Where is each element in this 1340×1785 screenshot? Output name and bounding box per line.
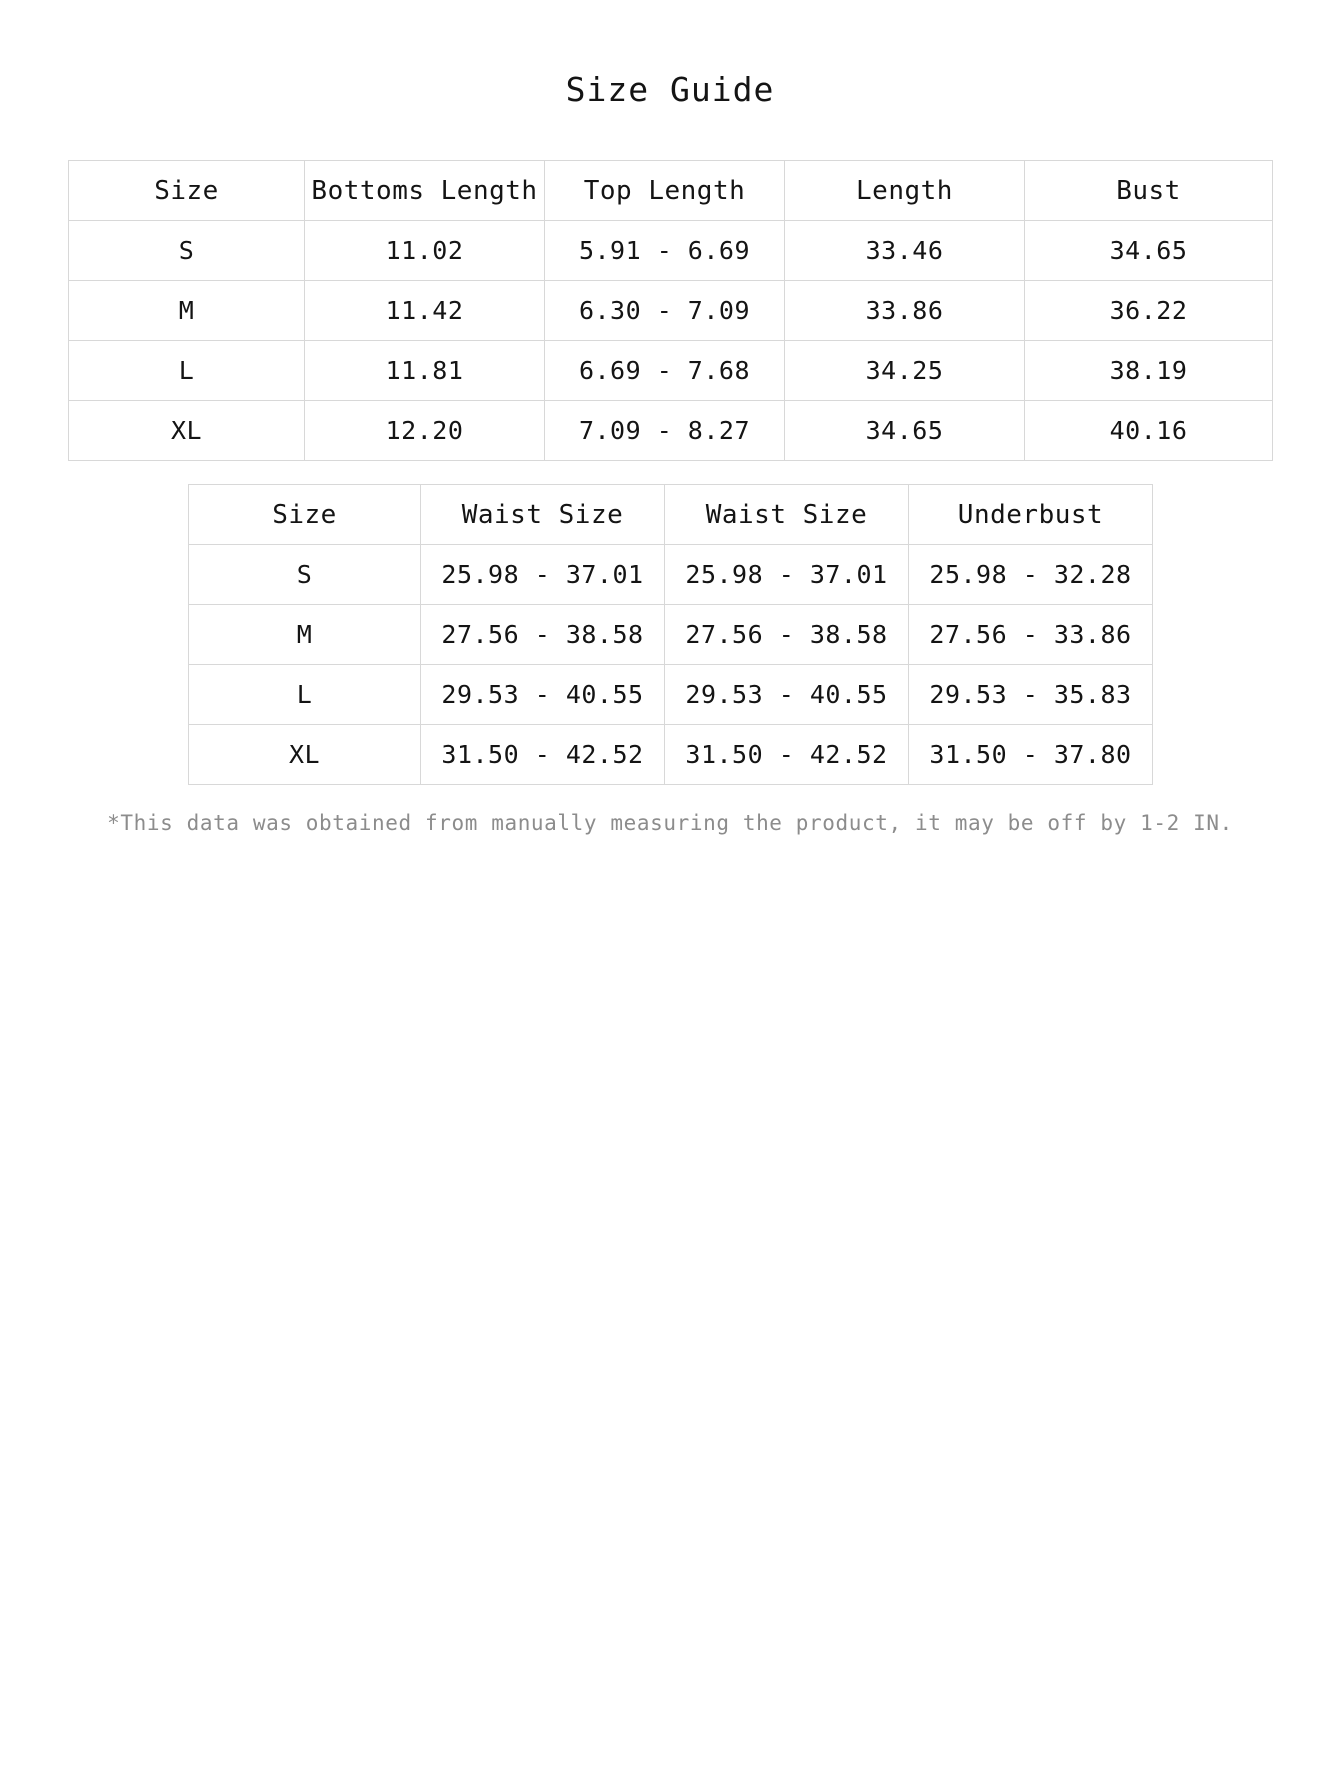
cell-waist-size-1: 29.53 - 40.55 (421, 665, 665, 725)
column-header-bottoms-length: Bottoms Length (305, 161, 545, 221)
cell-waist-size-1: 31.50 - 42.52 (421, 725, 665, 785)
column-header-size: Size (69, 161, 305, 221)
cell-length: 34.65 (785, 401, 1025, 461)
cell-size: L (69, 341, 305, 401)
cell-waist-size-2: 27.56 - 38.58 (665, 605, 909, 665)
main-size-table-container (0, 160, 1340, 461)
cell-bust: 40.16 (1025, 401, 1273, 461)
column-header-length: Length (785, 161, 1025, 221)
cell-top-length: 6.69 - 7.68 (545, 341, 785, 401)
cell-length: 33.46 (785, 221, 1025, 281)
measurement-disclaimer-note: *This data was obtained from manually measuring the product, it may be off by 1-2 IN. (107, 811, 1233, 835)
cell-waist-size-1: 25.98 - 37.01 (421, 545, 665, 605)
column-header-top-length: Top Length (545, 161, 785, 221)
cell-size: M (69, 281, 305, 341)
cell-size: M (189, 605, 421, 665)
cell-bottoms-length: 12.20 (305, 401, 545, 461)
column-header-underbust: Underbust (909, 485, 1153, 545)
table-row (69, 341, 1273, 401)
cell-length: 34.25 (785, 341, 1025, 401)
cell-waist-size-2: 29.53 - 40.55 (665, 665, 909, 725)
table-row (69, 401, 1273, 461)
page-title: Size Guide (565, 70, 775, 109)
cell-top-length: 7.09 - 8.27 (545, 401, 785, 461)
table-row (189, 545, 1153, 605)
cell-underbust: 29.53 - 35.83 (909, 665, 1153, 725)
cell-waist-size-2: 25.98 - 37.01 (665, 545, 909, 605)
cell-top-length: 6.30 - 7.09 (545, 281, 785, 341)
cell-waist-size-1: 27.56 - 38.58 (421, 605, 665, 665)
cell-bottoms-length: 11.42 (305, 281, 545, 341)
column-header-size: Size (189, 485, 421, 545)
cell-underbust: 25.98 - 32.28 (909, 545, 1153, 605)
cell-waist-size-2: 31.50 - 42.52 (665, 725, 909, 785)
table-header-row (189, 485, 1153, 545)
main-size-table (68, 160, 1273, 461)
cell-bottoms-length: 11.81 (305, 341, 545, 401)
table-header-row (69, 161, 1273, 221)
cell-size: S (69, 221, 305, 281)
table-row (189, 605, 1153, 665)
column-header-waist-size-2: Waist Size (665, 485, 909, 545)
table-row (189, 725, 1153, 785)
column-header-waist-size-1: Waist Size (421, 485, 665, 545)
cell-underbust: 31.50 - 37.80 (909, 725, 1153, 785)
cell-size: L (189, 665, 421, 725)
cell-bottoms-length: 11.02 (305, 221, 545, 281)
cell-size: XL (189, 725, 421, 785)
cell-bust: 38.19 (1025, 341, 1273, 401)
table-row (69, 221, 1273, 281)
cell-underbust: 27.56 - 33.86 (909, 605, 1153, 665)
secondary-size-table-container (0, 484, 1340, 785)
table-row (189, 665, 1153, 725)
cell-top-length: 5.91 - 6.69 (545, 221, 785, 281)
table-row (69, 281, 1273, 341)
secondary-size-table (188, 484, 1153, 785)
column-header-bust: Bust (1025, 161, 1273, 221)
cell-length: 33.86 (785, 281, 1025, 341)
cell-size: XL (69, 401, 305, 461)
cell-size: S (189, 545, 421, 605)
cell-bust: 36.22 (1025, 281, 1273, 341)
cell-bust: 34.65 (1025, 221, 1273, 281)
